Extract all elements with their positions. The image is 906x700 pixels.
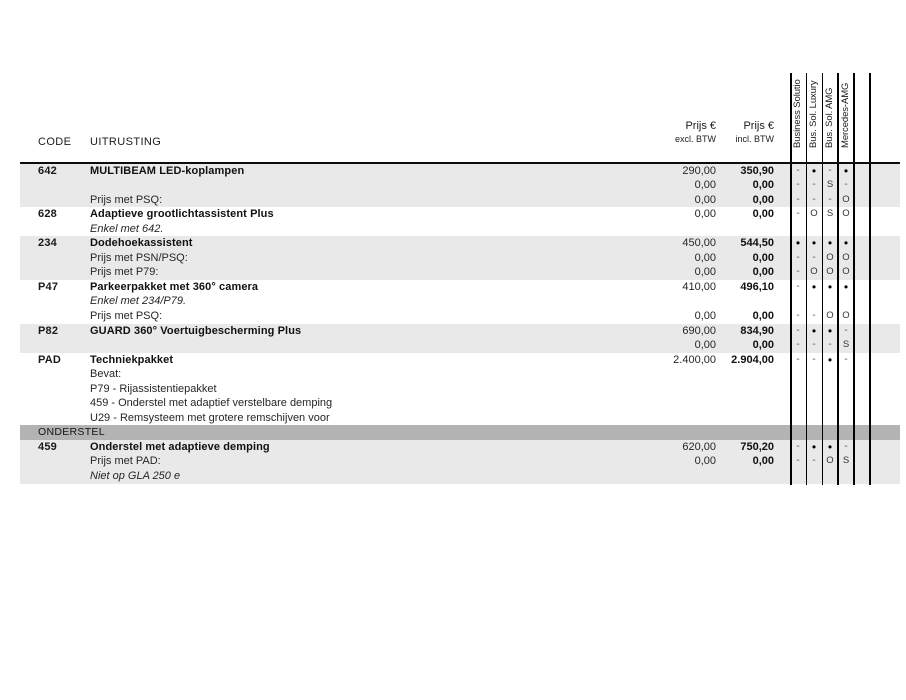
price-incl-value: 496,10 — [740, 280, 774, 293]
column-header-code: CODE — [38, 136, 72, 148]
column-header-price-incl — [684, 120, 774, 145]
option-note: Niet op GLA 250 e — [90, 469, 181, 482]
availability-marker: O — [810, 208, 818, 220]
option-block — [20, 207, 900, 236]
availability-marker: - — [812, 353, 816, 365]
price-excl-value: 290,00 — [682, 164, 716, 177]
table-row — [20, 236, 900, 251]
table-row — [20, 411, 900, 426]
table-row — [20, 396, 900, 411]
availability-marker: ● — [811, 238, 817, 248]
price-incl-value: 0,00 — [752, 208, 774, 221]
availability-marker: O — [842, 193, 850, 205]
option-note: Prijs met PAD: — [90, 455, 161, 468]
price-excl-value: 0,00 — [694, 179, 716, 192]
availability-marker: - — [796, 324, 800, 336]
option-name: Techniekpakket — [90, 353, 174, 366]
option-code: P82 — [38, 324, 59, 337]
price-excl-value: 0,00 — [694, 208, 716, 221]
price-excl-value: 0,00 — [694, 339, 716, 352]
price-incl-subtitle: incl. BTW — [735, 134, 774, 144]
option-name: GUARD 360° Voertuigbescherming Plus — [90, 324, 302, 337]
availability-marker: - — [796, 179, 800, 191]
option-code: 459 — [38, 440, 57, 453]
availability-marker: - — [844, 353, 848, 365]
availability-marker: - — [844, 179, 848, 191]
availability-marker: ● — [827, 281, 833, 291]
availability-marker: O — [842, 309, 850, 321]
option-note: Enkel met 642. — [90, 222, 164, 235]
availability-marker: - — [796, 251, 800, 263]
grid-vline — [822, 73, 824, 485]
column-header-uitrusting: UITRUSTING — [90, 136, 162, 148]
table-row — [20, 382, 900, 397]
availability-marker: - — [796, 353, 800, 365]
option-code: 642 — [38, 164, 57, 177]
table-row — [20, 207, 900, 222]
grid-vline — [837, 73, 839, 485]
price-incl-value: 544,50 — [740, 237, 774, 250]
option-note: Prijs met PSQ: — [90, 309, 163, 322]
availability-marker: S — [826, 179, 834, 191]
option-name: MULTIBEAM LED-koplampen — [90, 164, 245, 177]
option-code: 234 — [38, 237, 57, 250]
availability-marker: - — [812, 251, 816, 263]
price-incl-title: Prijs € — [743, 120, 774, 132]
section-header-bar: ONDERSTEL — [20, 425, 900, 440]
availability-marker: - — [796, 266, 800, 278]
option-block — [20, 280, 900, 324]
availability-marker: - — [812, 193, 816, 205]
table-row — [20, 454, 900, 469]
availability-marker: - — [828, 339, 832, 351]
availability-marker: O — [842, 208, 850, 220]
grid-vline — [869, 73, 871, 485]
option-code: 628 — [38, 208, 57, 221]
price-excl-value: 0,00 — [694, 266, 716, 279]
option-code: PAD — [38, 353, 62, 366]
option-note: Prijs met PSQ: — [90, 193, 163, 206]
price-excl-value: 690,00 — [682, 324, 716, 337]
availability-marker: - — [796, 280, 800, 292]
table-row — [20, 309, 900, 324]
availability-marker: - — [796, 208, 800, 220]
table-row — [20, 367, 900, 382]
option-block — [20, 236, 900, 280]
price-excl-value: 0,00 — [694, 309, 716, 322]
availability-marker: - — [796, 339, 800, 351]
price-incl-value: 0,00 — [752, 251, 774, 264]
option-code: P47 — [38, 280, 59, 293]
price-incl-value: 0,00 — [752, 339, 774, 352]
column-header-bus-sol-amg: Bus. Sol. AMG — [824, 87, 835, 148]
table-row — [20, 265, 900, 280]
option-block — [20, 353, 900, 426]
option-name: Onderstel met adaptieve demping — [90, 440, 270, 453]
price-excl-value: 450,00 — [682, 237, 716, 250]
table-body — [20, 164, 900, 484]
option-note: P79 - Rijassistentiepakket — [90, 382, 217, 395]
price-excl-value: 2.400,00 — [673, 353, 716, 366]
price-excl-subtitle: excl. BTW — [674, 134, 716, 144]
price-excl-value: 620,00 — [682, 440, 716, 453]
availability-marker: ● — [811, 165, 817, 175]
availability-marker: - — [796, 164, 800, 176]
availability-marker: O — [842, 266, 850, 278]
grid-vline — [790, 73, 792, 485]
table-row — [20, 338, 900, 353]
price-incl-value: 834,90 — [740, 324, 774, 337]
availability-marker: ● — [811, 441, 817, 451]
availability-marker: - — [796, 193, 800, 205]
availability-marker: O — [826, 455, 834, 467]
table-row — [20, 440, 900, 455]
table-row — [20, 193, 900, 208]
price-incl-value: 2.904,00 — [731, 353, 774, 366]
availability-marker: O — [826, 309, 834, 321]
availability-marker: ● — [843, 281, 849, 291]
grid-vline — [853, 73, 855, 485]
table-row — [20, 353, 900, 368]
option-note: Prijs met P79: — [90, 266, 159, 279]
availability-marker: - — [796, 440, 800, 452]
availability-marker: - — [812, 455, 816, 467]
price-incl-value: 350,90 — [740, 164, 774, 177]
option-note: Bevat: — [90, 368, 122, 381]
option-note: Prijs met PSN/PSQ: — [90, 251, 188, 264]
availability-marker: ● — [811, 281, 817, 291]
availability-marker: ● — [827, 238, 833, 248]
availability-marker: O — [842, 251, 850, 263]
availability-marker: ● — [827, 354, 833, 364]
availability-marker: O — [826, 266, 834, 278]
option-block — [20, 440, 900, 484]
price-incl-value: 0,00 — [752, 455, 774, 468]
price-incl-value: 750,20 — [740, 440, 774, 453]
table-row — [20, 294, 900, 309]
price-excl-value: 0,00 — [694, 455, 716, 468]
availability-marker: - — [828, 193, 832, 205]
price-incl-value: 0,00 — [752, 179, 774, 192]
availability-marker: - — [812, 179, 816, 191]
table-row — [20, 469, 900, 484]
column-header-business-solution: Business Solutio — [792, 79, 803, 148]
price-excl-value: 0,00 — [694, 251, 716, 264]
price-incl-value: 0,00 — [752, 309, 774, 322]
availability-marker: S — [826, 208, 834, 220]
option-block — [20, 164, 900, 208]
table-row — [20, 178, 900, 193]
availability-marker: - — [812, 339, 816, 351]
option-name: Adaptieve grootlichtassistent Plus — [90, 208, 274, 221]
option-note: U29 - Remsysteem met grotere remschijven voor — [90, 411, 330, 424]
table-row — [20, 280, 900, 295]
availability-marker: S — [842, 455, 850, 467]
availability-marker: ● — [795, 238, 801, 248]
availability-marker: O — [810, 266, 818, 278]
availability-marker: ● — [843, 238, 849, 248]
option-name: Dodehoekassistent — [90, 237, 193, 250]
price-incl-value: 0,00 — [752, 193, 774, 206]
availability-marker: - — [844, 440, 848, 452]
price-incl-value: 0,00 — [752, 266, 774, 279]
header-separator-line — [20, 162, 900, 164]
availability-marker: ● — [827, 325, 833, 335]
availability-marker: ● — [811, 325, 817, 335]
price-excl-value: 410,00 — [682, 280, 716, 293]
table-row — [20, 164, 900, 179]
price-excl-title: Prijs € — [685, 120, 716, 132]
option-note: Enkel met 234/P79. — [90, 295, 187, 308]
option-name: Parkeerpakket met 360° camera — [90, 280, 259, 293]
option-note: 459 - Onderstel met adaptief verstelbare demping — [90, 397, 333, 410]
column-header-mercedes-amg: Mercedes-AMG — [840, 82, 851, 148]
availability-marker: - — [828, 164, 832, 176]
table-row — [20, 222, 900, 237]
availability-marker: - — [812, 309, 816, 321]
availability-marker: ● — [827, 441, 833, 451]
availability-marker: O — [826, 251, 834, 263]
table-row — [20, 251, 900, 266]
grid-vline — [806, 73, 808, 485]
availability-marker: - — [796, 455, 800, 467]
price-excl-value: 0,00 — [694, 193, 716, 206]
availability-marker: ● — [843, 165, 849, 175]
availability-marker: - — [844, 324, 848, 336]
table-row — [20, 324, 900, 339]
availability-marker: S — [842, 339, 850, 351]
option-block — [20, 324, 900, 353]
column-header-bus-sol-luxury: Bus. Sol. Luxury — [808, 80, 819, 148]
availability-marker: - — [796, 309, 800, 321]
